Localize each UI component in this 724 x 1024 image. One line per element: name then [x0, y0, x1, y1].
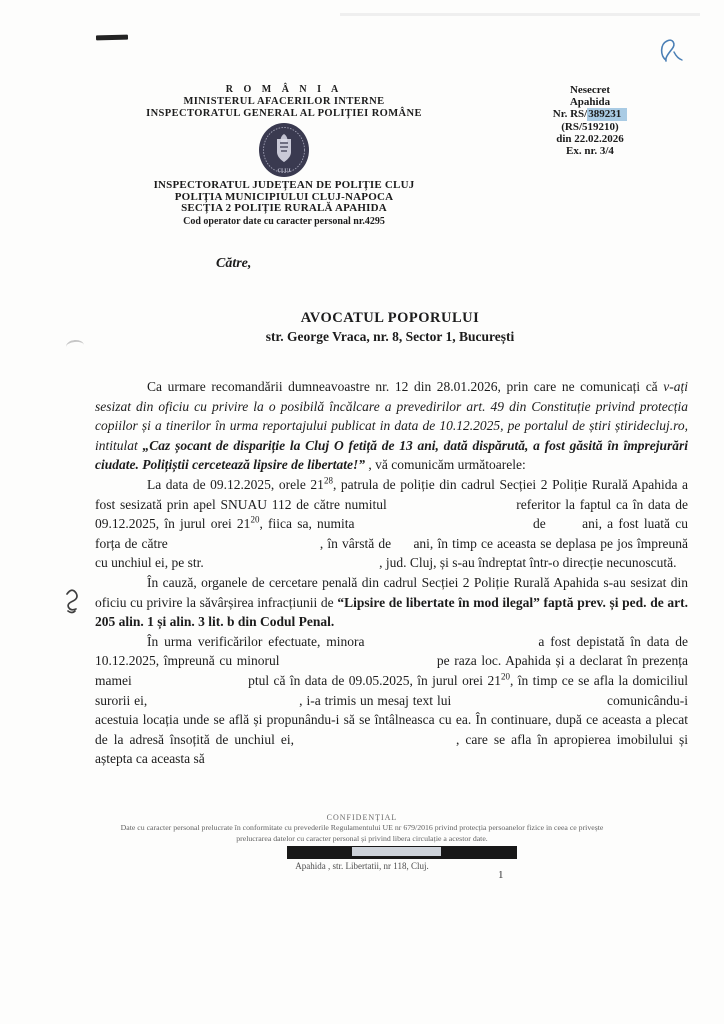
body-text-segment: ani, în timp ce aceasta se deplasa pe jos împreună cu unchiul ei, pe str.	[95, 535, 688, 571]
registration-block	[520, 84, 660, 157]
redaction-bar-inset	[352, 847, 441, 856]
redacted-text	[207, 565, 379, 567]
body-text-segment: Ca urmare recomandării dumneavoastre nr. 12 din 28.01.2026, prin care ne comunicați că	[147, 379, 664, 394]
body-paragraph	[95, 632, 688, 769]
redacted-text	[551, 526, 577, 528]
body-paragraph	[95, 573, 688, 632]
body-text-segment: , în vârstă de	[319, 535, 396, 551]
body-text-segment: a fost depistată în data de 10.12.2025, împreună cu minorul	[95, 633, 688, 669]
addressee-address: str. George Vraca, nr. 8, Sector 1, București	[265, 329, 515, 344]
body-text-segment: referitor la faptul ca în data de 09.12.2025, în jurul orei 21	[95, 496, 688, 532]
police-seal-icon	[258, 122, 310, 178]
margin-scan-curve	[65, 339, 84, 353]
addressee-block	[130, 310, 650, 345]
superscript-minutes: 20	[250, 514, 260, 525]
body-text-segment: ani, a fost luată cu forța de către	[95, 516, 688, 551]
reg-location: Apahida	[569, 96, 611, 109]
confidential-label: CONFIDENȚIAL	[326, 813, 398, 822]
body-text-segment: v-ați sesizat din oficiu cu privire la o posibilă încălcare a prevedirilor art. 49 din Constituție privind protecția copiilor și a tinerilor în urma reportajului publicat in data de 10.12.2025, pe portalul de știri știridecluj.ro, intitulat	[95, 379, 688, 453]
classification-label: Nesecret	[569, 84, 611, 96]
body-text-segment: , fiica sa, numita	[259, 516, 360, 532]
body-text-segment: de	[527, 516, 551, 532]
body-text-segment: pe raza loc. Apahida și a declarat în prezența mamei	[95, 653, 688, 688]
body-text-segment: La data de 09.12.2025, orele 21	[147, 476, 324, 492]
letterhead-unit-line: POLIȚIA MUNICIPIULUI CLUJ-NAPOCA	[174, 190, 394, 203]
salutation: Către,	[216, 256, 252, 271]
body-text-segment: “Lipsire de libertate în mod ilegal” faptă prev. și ped. de art. 205 alin. 1 și alin. 3 lit. b din Codul Penal.	[95, 594, 688, 630]
body-text-segment: , jud. Cluj, și s-au îndreptat într-o direcție necunoscută.	[379, 555, 677, 571]
page-number: 1	[498, 869, 504, 881]
reg-number-highlighted: 389231	[587, 108, 627, 121]
svg-text:CLUJ: CLUJ	[277, 169, 291, 174]
margin-smudge-mark	[62, 586, 82, 616]
letterhead-country: R O M Â N I A	[225, 84, 343, 95]
body-text-segment: În cauză, organele de cercetare penală din cadrul Secției 2 Poliție Rurală Apahida s-au sesizat din oficiu cu privire la săvârșirea infracțiunii de	[95, 574, 688, 610]
body-text-segment: comunicându-i acestuia locația unde se află și propunându-i să se întâlneasca cu ea. În continuare, după ce aceasta a plecat de la adresă însoțită de unchiul ei,	[95, 692, 688, 747]
body-text-segment: , patrula de poliție din cadrul Secției 2 Poliție Rurală Apahida a fost sesizată prin apel SNUAU 112 de către numitul	[95, 476, 688, 512]
letterhead-ministry: MINISTERUL AFACERILOR INTERNE	[183, 96, 385, 107]
body-text-segment: , vă comunicăm următoarele:	[364, 457, 526, 473]
redacted-text	[455, 703, 603, 705]
redacted-text	[136, 683, 248, 685]
letterhead-unit-line: INSPECTORATUL JUDEȚEAN DE POLIȚIE CLUJ	[153, 179, 415, 191]
body-text-segment: , care se afla în apropierea imobilului și aștepta ca aceasta să	[95, 731, 689, 767]
reg-date: din 22.02.2026	[556, 132, 624, 145]
superscript-minutes: 28	[323, 475, 333, 486]
handwritten-pen-mark-icon	[652, 32, 692, 72]
reg-number-alt: (RS/519210)	[561, 120, 619, 133]
superscript-minutes: 20	[500, 671, 510, 682]
letterhead-operator-code: Cod operator date cu caracter personal nr.4295	[183, 215, 385, 227]
gdpr-notice-line: prelucrarea datelor cu caracter personal și privind libera circulație a acestor date.	[236, 834, 488, 843]
redacted-text	[300, 742, 456, 744]
reg-number-prefix: Nr. RS/	[552, 108, 588, 121]
body-text-segment: ptul că în data de 09.05.2025, în jurul orei 21	[248, 672, 501, 688]
body-text-segment: , în timp ce se afla la domiciliul surorii ei,	[95, 672, 688, 708]
redaction-bar	[287, 846, 517, 859]
redacted-text	[392, 507, 512, 509]
body-paragraph	[95, 377, 688, 475]
redacted-text	[151, 703, 299, 705]
body-paragraph	[95, 475, 688, 573]
scan-mark-dash	[96, 35, 128, 41]
letterhead-general-inspectorate: INSPECTORATUL GENERAL AL POLIȚIEI ROMÂNE	[146, 108, 422, 119]
body-text-segment: În urma verificărilor efectuate, minora	[147, 633, 371, 649]
letterhead-unit-line: SECȚIA 2 POLIȚIE RURALĂ APAHIDA	[181, 202, 387, 214]
redacted-text	[172, 546, 320, 548]
gdpr-notice-line: Date cu caracter personal prelucrate în conformitate cu prevederile Regulamentului UE nr 679/2016 privind protecția persoanelor fizice in ceea ce privește	[120, 823, 604, 832]
footer-address: Apahida , str. Libertatii, nr 118, Cluj.	[295, 861, 429, 871]
body-text-segment: „Caz șocant de dispariție la Cluj O fetiță de 13 ani, dată dispărută, a fost găsită în împrejurări ciudate. Polițiștii cercetează lipsire de libertate!”	[95, 437, 688, 473]
reg-copy-number: Ex. nr. 3/4	[566, 145, 614, 158]
body-paragraphs	[95, 377, 688, 769]
scan-streak-artifact	[340, 13, 700, 16]
redacted-text	[395, 546, 409, 548]
letterhead	[86, 84, 482, 227]
addressee-name: AVOCATUL POPORULUI	[300, 310, 480, 326]
redacted-text	[360, 526, 528, 528]
reg-number	[520, 108, 660, 120]
redacted-text	[370, 644, 532, 646]
body-text-segment: , i-a trimis un mesaj text lui	[299, 692, 456, 708]
redacted-text	[284, 663, 432, 665]
